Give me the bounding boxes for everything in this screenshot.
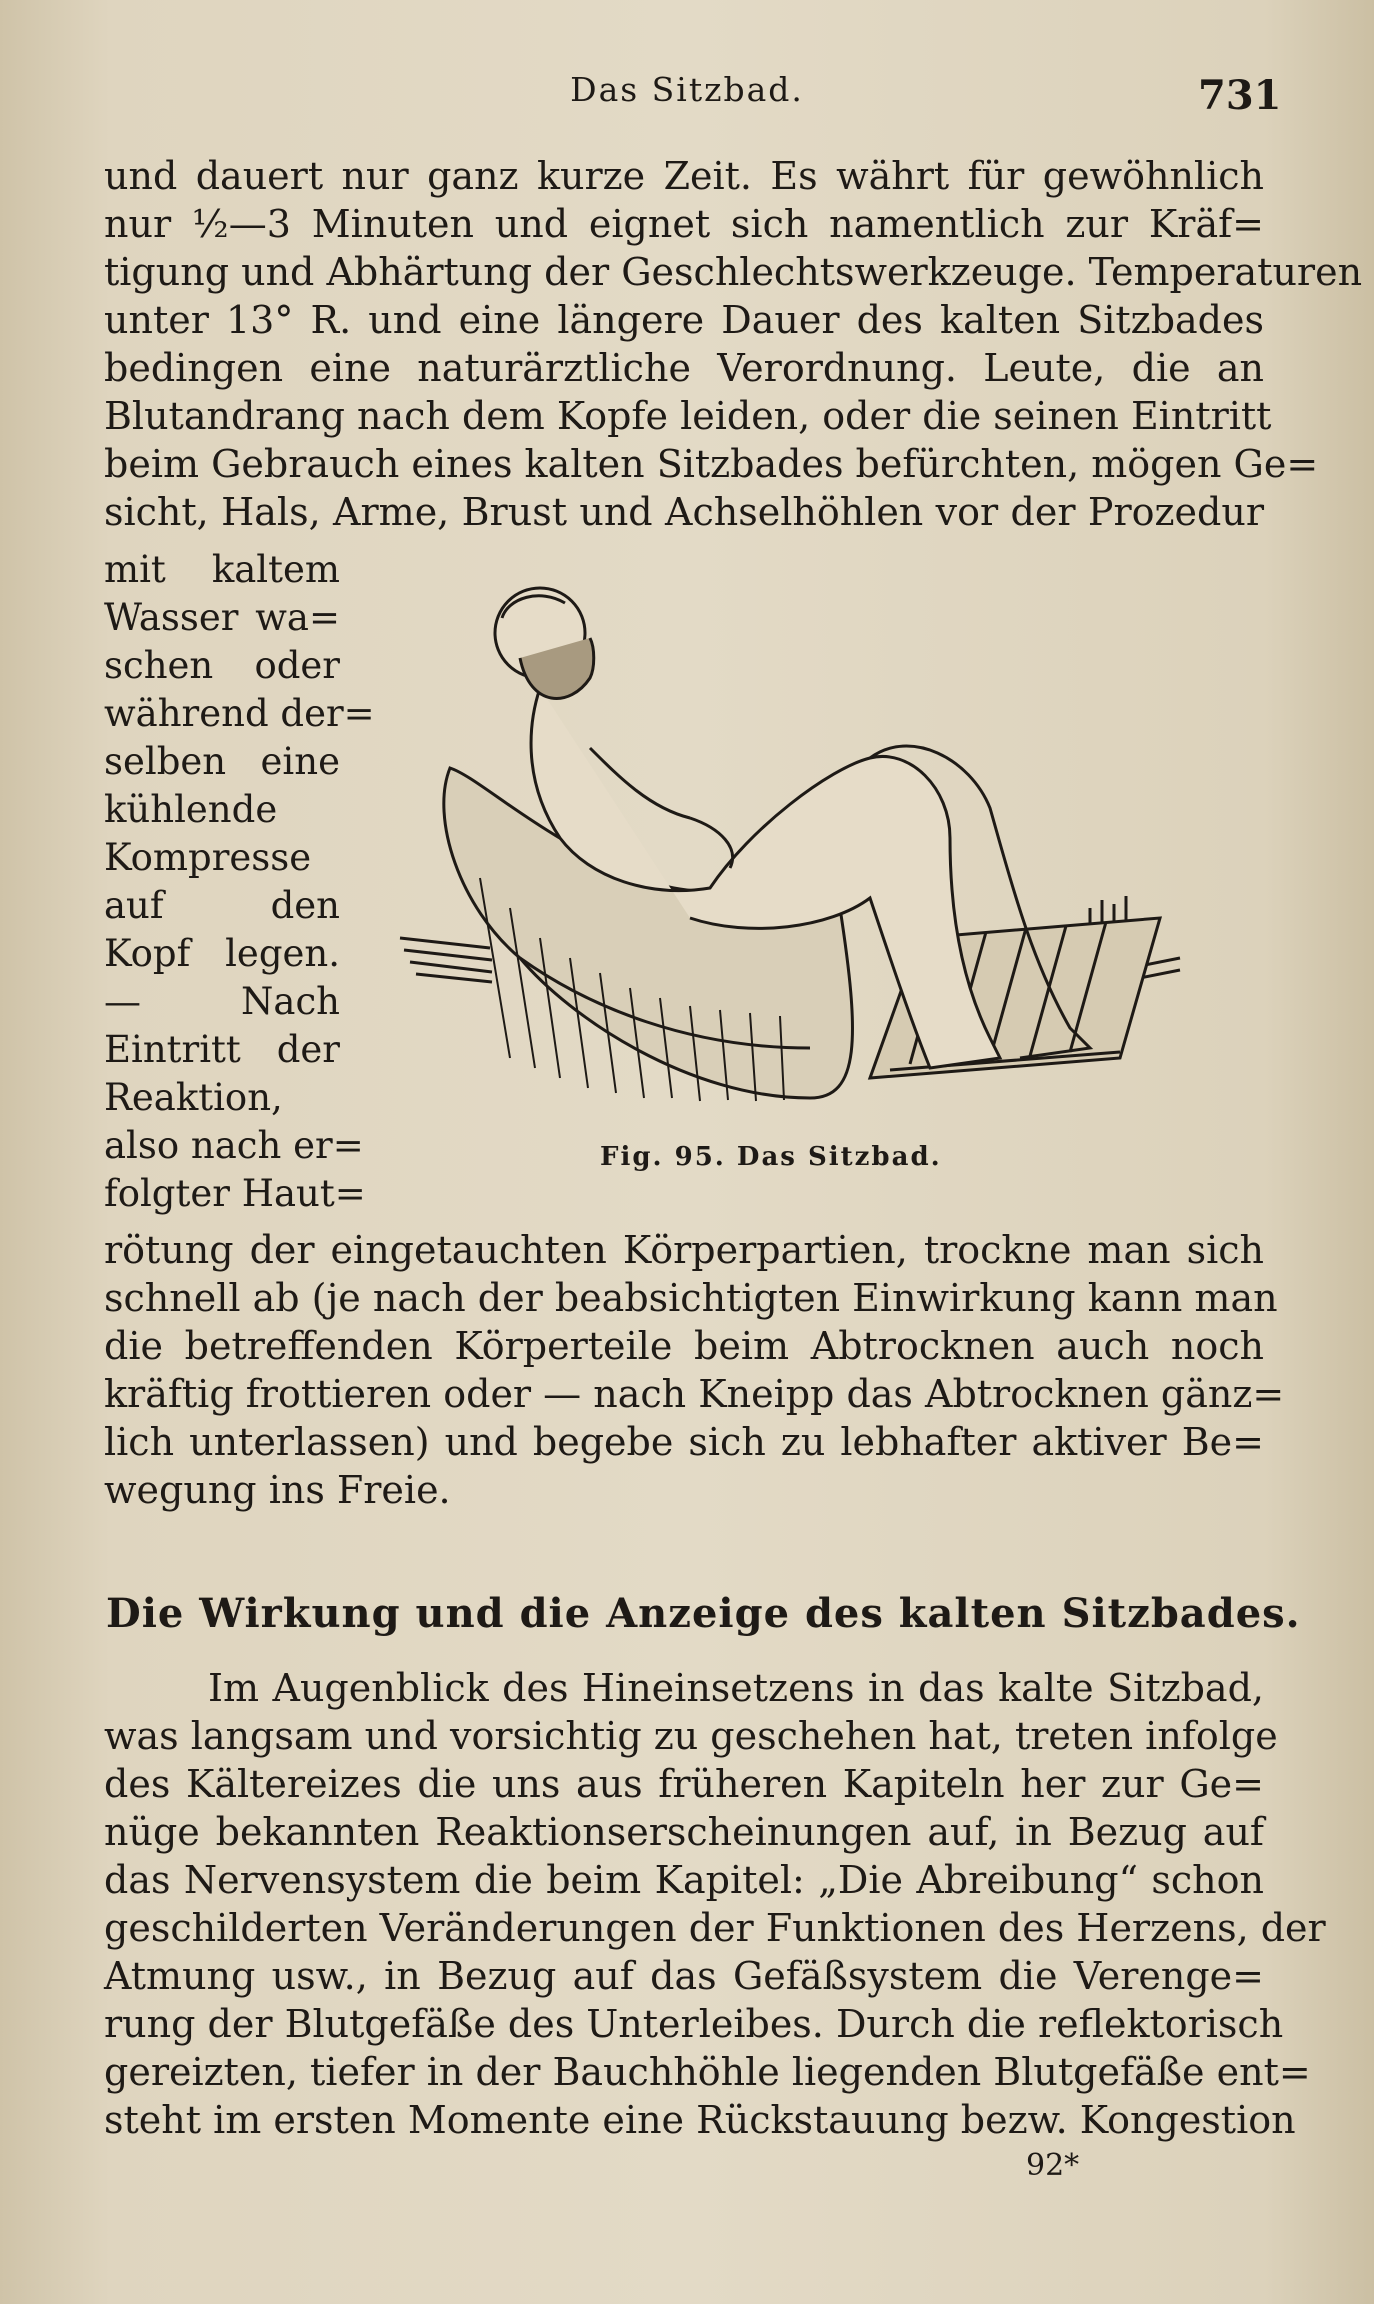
narrow-text-line: mit kaltem bbox=[104, 548, 340, 591]
text-line: und dauert nur ganz kurze Zeit. Es währt für gewöhnlich bbox=[104, 154, 1264, 198]
page-number: 731 bbox=[1198, 72, 1282, 119]
text-line: rung der Blutgefäße des Unterleibes. Durch die reflektorisch bbox=[104, 2002, 1284, 2046]
text-line: das Nervensystem die beim Kapitel: „Die Abreibung“ schon bbox=[104, 1858, 1264, 1902]
section-heading: Die Wirkung und die Anzeige des kalten Sitzbades. bbox=[106, 1590, 1301, 1637]
text-line: Blutandrang nach dem Kopfe leiden, oder die seinen Eintritt bbox=[104, 394, 1272, 438]
text-line: beim Gebrauch eines kalten Sitzbades befürchten, mögen Ge= bbox=[104, 442, 1319, 486]
text-line: geschilderten Veränderungen der Funktionen des Herzens, der bbox=[104, 1906, 1326, 1950]
text-line: die betreffenden Körperteile beim Abtrocknen auch noch bbox=[104, 1324, 1264, 1368]
text-line: nüge bekannten Reaktionserscheinungen auf, in Bezug auf bbox=[104, 1810, 1264, 1854]
text-line: unter 13° R. und eine längere Dauer des kalten Sitzbades bbox=[104, 298, 1264, 342]
narrow-text-line: folgter Haut= bbox=[104, 1172, 366, 1215]
text-line: rötung der eingetauchten Körperpartien, trockne man sich bbox=[104, 1228, 1264, 1272]
text-line: gereizten, tiefer in der Bauchhöhle liegenden Blutgefäße ent= bbox=[104, 2050, 1311, 2094]
text-line: nur ½—3 Minuten und eignet sich namentlich zur Kräf= bbox=[104, 202, 1264, 246]
narrow-text-line: selben eine bbox=[104, 740, 340, 783]
text-line: Im Augenblick des Hineinsetzens in das kalte Sitzbad, bbox=[208, 1666, 1264, 1710]
narrow-text-line: Reaktion, bbox=[104, 1076, 283, 1119]
text-line: bedingen eine naturärztliche Verordnung. Leute, die an bbox=[104, 346, 1264, 390]
text-line: lich unterlassen) und begebe sich zu lebhafter aktiver Be= bbox=[104, 1420, 1264, 1464]
text-line: des Kältereizes die uns aus früheren Kapiteln her zur Ge= bbox=[104, 1762, 1264, 1806]
text-line: kräftig frottieren oder — nach Kneipp das Abtrocknen gänz= bbox=[104, 1372, 1285, 1416]
text-line: Atmung usw., in Bezug auf das Gefäßsystem die Verenge= bbox=[104, 1954, 1264, 1998]
narrow-text-line: also nach er= bbox=[104, 1124, 364, 1167]
text-line: sicht, Hals, Arme, Brust und Achselhöhlen vor der Prozedur bbox=[104, 490, 1264, 534]
narrow-text-line: schen oder bbox=[104, 644, 340, 687]
narrow-text-line: kühlende bbox=[104, 788, 278, 831]
text-line: tigung und Abhärtung der Geschlechtswerkzeuge. Temperaturen bbox=[104, 250, 1363, 294]
narrow-text-line: Eintritt der bbox=[104, 1028, 340, 1071]
narrow-text-line: Kopf legen. bbox=[104, 932, 340, 975]
signature-mark: 92* bbox=[1026, 2148, 1080, 2183]
sitz-bath-illustration bbox=[390, 578, 1240, 1118]
narrow-text-line: Kompresse bbox=[104, 836, 312, 879]
running-title: Das Sitzbad. bbox=[570, 70, 804, 109]
text-line: schnell ab (je nach der beabsichtigten Einwirkung kann man bbox=[104, 1276, 1278, 1320]
narrow-text-line: — Nach bbox=[104, 980, 340, 1023]
text-line: wegung ins Freie. bbox=[104, 1468, 451, 1512]
text-line: was langsam und vorsichtig zu geschehen hat, treten infolge bbox=[104, 1714, 1278, 1758]
narrow-text-line: auf den bbox=[104, 884, 340, 927]
narrow-text-line: während der= bbox=[104, 692, 375, 735]
narrow-text-line: Wasser wa= bbox=[104, 596, 340, 639]
text-line: steht im ersten Momente eine Rückstauung bezw. Kongestion bbox=[104, 2098, 1296, 2142]
figure-caption: Fig. 95. Das Sitzbad. bbox=[600, 1142, 942, 1172]
